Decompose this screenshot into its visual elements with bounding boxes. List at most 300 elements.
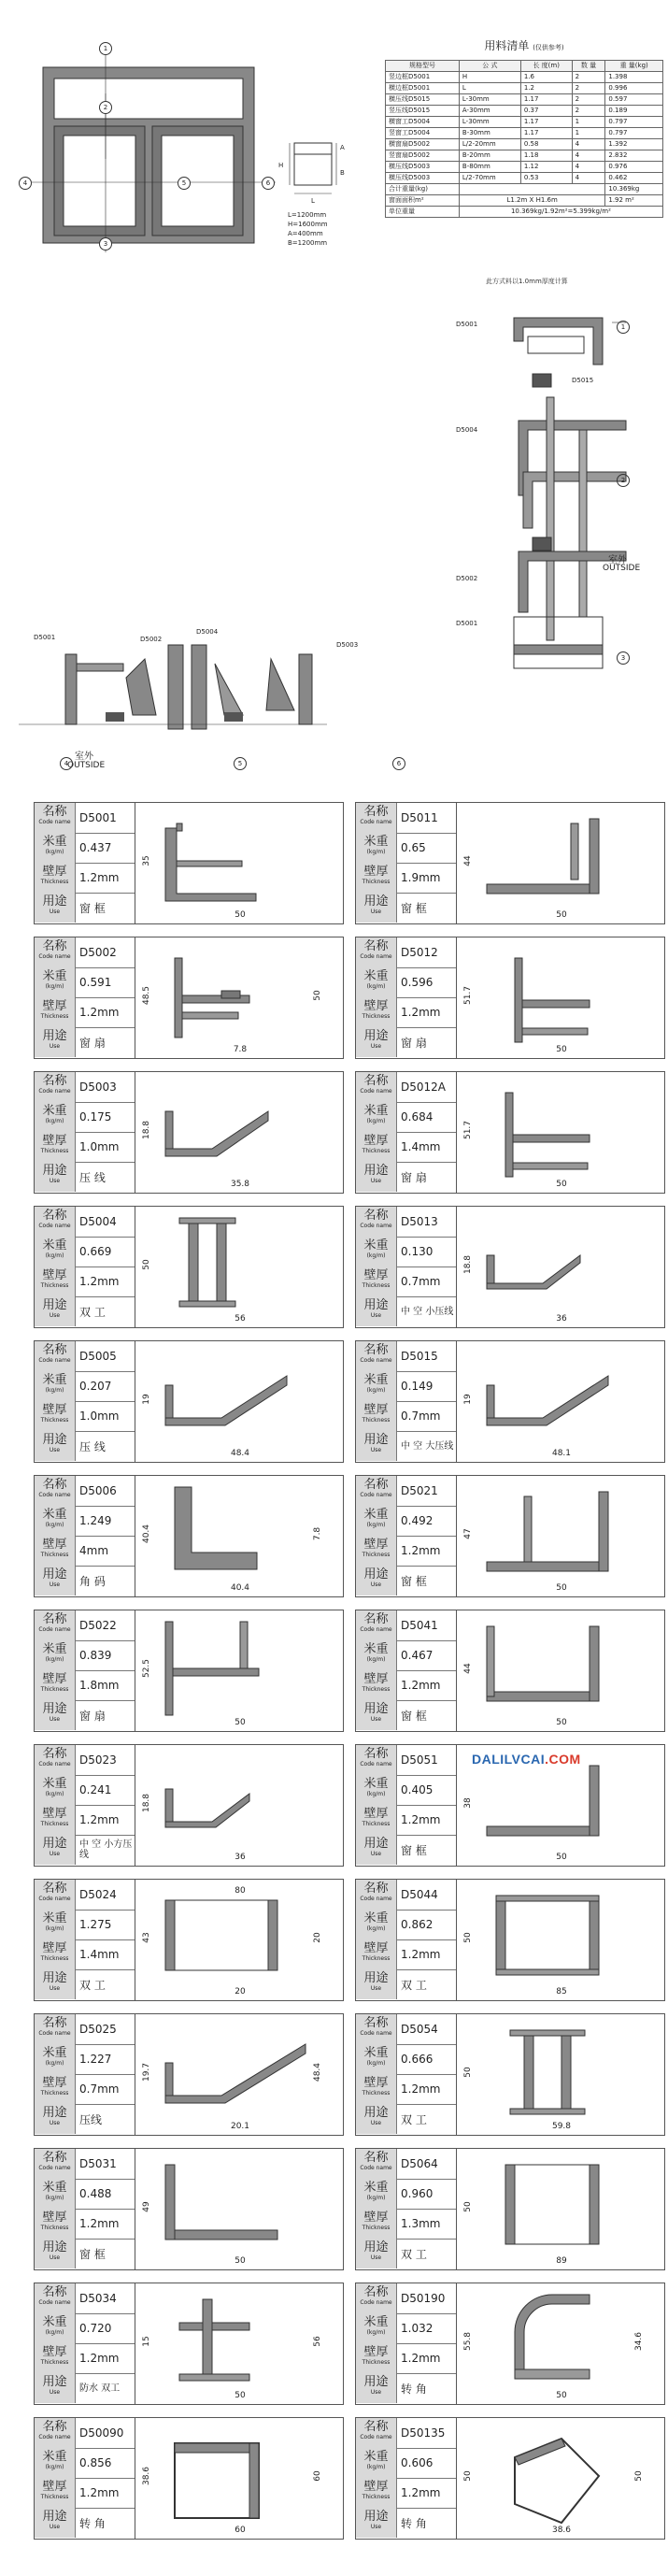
dimension-label: 50 [634,2470,644,2482]
spec-row-weight [35,2448,135,2479]
spec-label-cn: 名称 [363,2420,389,2434]
spec-row-use [35,2508,135,2538]
spec-label [35,1670,76,1700]
spec-row-weight [35,1237,135,1267]
spec-label [35,1207,76,1237]
spec-label-en: Use [370,1043,382,1050]
spec-label-cn: 壁厚 [42,999,67,1013]
spec-label [356,1775,397,1805]
spec-label [356,1506,397,1536]
spec-label-cn: 用途 [363,1837,389,1851]
profile-cross-section-drawing [459,2285,662,2402]
spec-row-code [356,803,456,834]
material-cell: 2 [572,106,605,117]
spec-label [356,2283,397,2313]
profile-cross-section-drawing [459,1612,662,1729]
summary-label: 单位重量 [386,207,460,218]
spec-label [35,2343,76,2373]
spec-label-cn: 用途 [42,894,67,909]
spec-value-weight: 0.684 [401,1110,433,1123]
spec-label-cn: 米重 [42,1642,67,1656]
spec-label [35,2209,76,2239]
spec-label [356,2343,397,2373]
marker-2: 2 [99,101,112,114]
spec-value-code: D5004 [79,1215,117,1228]
spec-value-use: 转 角 [79,2516,106,2530]
material-cell: 1 [572,117,605,128]
spec-label-en: Use [370,2120,382,2126]
profile-cross-section-drawing [137,2285,341,2402]
spec-value-weight: 0.606 [401,2456,433,2469]
material-row [386,106,663,117]
spec-label [35,1536,76,1566]
spec-label [35,2508,76,2538]
header-drawings [0,0,668,799]
material-cell: B-20mm [459,150,520,162]
spec-row-use [35,1431,135,1461]
spec-label-en: Code name [38,2030,71,2037]
spec-label-cn: 壁厚 [42,1134,67,1148]
spec-label-en: Code name [38,1492,71,1498]
spec-label-en: Thickness [40,1686,69,1693]
spec-label-cn: 用途 [363,1029,389,1043]
spec-label-en: Use [49,1581,61,1588]
profile-card [34,1610,344,1732]
spec-value-weight: 0.207 [79,1380,112,1393]
spec-label-cn: 用途 [42,1433,67,1447]
spec-label-en: Code name [38,1088,71,1095]
spec-label-cn: 米重 [363,835,389,849]
spec-value-code: D5015 [401,1350,438,1363]
spec-label-cn: 壁厚 [42,1941,67,1955]
spec-label-en: Thickness [362,2359,391,2366]
material-cell: L [459,83,520,94]
summary-value: 10.369kg [605,184,663,195]
spec-label [356,1267,397,1296]
spec-row-use [356,1566,456,1596]
spec-row-use [356,2508,456,2538]
spec-label [35,1610,76,1640]
vsec-label-d5002: D5002 [456,575,478,582]
dimension-label: 50 [235,2391,246,2400]
material-cell: 2 [572,94,605,106]
spec-row-weight [356,1506,456,1537]
spec-value-use: 中 空 大压线 [401,1440,454,1452]
spec-label-cn: 壁厚 [42,2211,67,2225]
spec-row-code [35,1341,135,1372]
dimension-label: 38 [463,1797,473,1809]
marker-1: 1 [99,42,112,55]
spec-row-use [356,1700,456,1730]
spec-row-use [35,2239,135,2268]
spec-row-thickness [35,1536,135,1567]
spec-label-en: Use [370,2389,382,2396]
spec-value-weight: 0.856 [79,2456,112,2469]
spec-value-use: 双 工 [401,1978,427,1992]
vsec-marker-3: 3 [617,651,630,665]
spec-row-code [35,2283,135,2314]
spec-row-code [35,1745,135,1776]
material-header-cell: 重 量(kg) [605,61,663,72]
spec-row-thickness [356,1401,456,1432]
spec-label-cn: 名称 [42,2151,67,2165]
hsec-marker-6: 6 [392,757,405,770]
spec-label-en: (kg/m) [45,1522,64,1528]
spec-label-en: Use [370,909,382,915]
spec-label [356,893,397,923]
spec-label-en: Use [49,1043,61,1050]
spec-label [356,1805,397,1835]
spec-label-cn: 壁厚 [363,2076,389,2090]
spec-label-en: Use [370,1447,382,1453]
spec-label [356,863,397,893]
dimension-label: 51.7 [463,1120,473,1140]
spec-label [35,2478,76,2508]
spec-value-thickness: 1.2mm [401,2082,441,2096]
profile-cross-section-drawing [459,805,662,922]
spec-value-thickness: 1.2mm [401,1948,441,1961]
dimension-label: 49 [142,2201,151,2212]
material-cell: 横窗工D5004 [386,117,460,128]
spec-row-thickness [35,1132,135,1163]
spec-label-en: Code name [360,1761,392,1767]
spec-label-en: (kg/m) [366,2329,386,2336]
spec-value-use: 双 工 [79,1978,106,1992]
profile-card [355,1610,665,1732]
spec-label-en: Code name [38,1626,71,1633]
spec-label [356,2418,397,2448]
dimension-label: 35.8 [230,1180,250,1189]
spec-row-thickness [356,1267,456,1297]
profile-cross-section-drawing [459,1343,662,1460]
spec-row-thickness [356,2343,456,2374]
profile-card [355,2148,665,2270]
spec-row-use [356,1162,456,1192]
spec-row-code [35,1610,135,1641]
dimension-label: 20 [313,1932,322,1943]
spec-label [35,1102,76,1132]
spec-label-en: (kg/m) [45,1252,64,1259]
spec-label-cn: 米重 [363,2046,389,2060]
material-cell: 0.597 [605,94,663,106]
material-cell: 1.17 [520,94,572,106]
spec-label [356,833,397,863]
vsec-marker-2: 2 [617,474,630,487]
spec-label [35,937,76,967]
spec-label-en: Thickness [362,1686,391,1693]
spec-value-thickness: 1.2mm [79,1275,120,1288]
spec-label-en: Thickness [40,1552,69,1558]
spec-label-cn: 名称 [42,1478,67,1492]
spec-label-en: (kg/m) [45,2329,64,2336]
spec-value-use: 中 空 小压线 [401,1306,454,1317]
spec-label-cn: 用途 [363,2240,389,2254]
spec-label-cn: 米重 [363,1238,389,1252]
spec-row-thickness [356,997,456,1028]
spec-label-cn: 壁厚 [42,1538,67,1552]
spec-label [356,1341,397,1371]
dimension-label: 35 [142,855,151,866]
spec-label-cn: 名称 [42,2285,67,2299]
spec-value-code: D5044 [401,1888,438,1901]
spec-value-use: 转 角 [401,2382,427,2396]
spec-label [356,2239,397,2268]
spec-value-thickness: 0.7mm [401,1410,441,1423]
spec-label-cn: 壁厚 [363,1268,389,1282]
material-cell: 横压线D5015 [386,94,460,106]
spec-label-cn: 壁厚 [363,1538,389,1552]
spec-value-code: D5002 [79,946,117,959]
material-cell: 2 [572,83,605,94]
spec-label [356,1939,397,1969]
spec-label-cn: 用途 [363,1298,389,1312]
hsec-label-d5004: D5004 [196,628,219,636]
profile-cross-section-drawing [137,1612,341,1729]
spec-label-en: Use [49,2120,61,2126]
spec-value-weight: 0.596 [401,976,433,989]
material-cell: L-30mm [459,117,520,128]
spec-label-en: (kg/m) [366,1118,386,1124]
spec-value-weight: 0.960 [401,2187,433,2200]
spec-label [35,1805,76,1835]
material-list-table [385,60,663,218]
spec-value-thickness: 1.4mm [79,1948,120,1961]
profile-spec-table [35,1476,135,1596]
spec-label-en: (kg/m) [45,849,64,855]
spec-label [356,1296,397,1326]
spec-value-use: 窗 框 [401,1843,427,1857]
spec-row-weight [35,2179,135,2210]
spec-label-en: Use [370,2524,382,2530]
profile-spec-table [356,1341,457,1462]
spec-label-cn: 壁厚 [42,1672,67,1686]
spec-label-en: Thickness [362,1148,391,1154]
spec-label [35,1162,76,1192]
spec-value-code: D5054 [401,2023,438,2036]
spec-value-code: D5041 [401,1619,438,1632]
spec-value-code: D5006 [79,1484,117,1497]
hsec-label-d5001: D5001 [34,634,56,641]
spec-row-weight [356,1102,456,1133]
spec-value-use: 窗 扇 [401,1170,427,1184]
spec-label-en: Code name [360,1492,392,1498]
material-cell: 竖边框D5001 [386,72,460,83]
dimension-label: 50 [463,1932,473,1943]
spec-row-code [356,2418,456,2449]
profile-card [355,802,665,924]
hsec-label-d5002: D5002 [140,636,163,643]
spec-label [356,2014,397,2044]
spec-label-en: Thickness [40,1282,69,1289]
profile-cross-section-drawing [137,939,341,1056]
spec-row-thickness [356,1670,456,1701]
spec-label-en: Use [370,1716,382,1723]
spec-label-en: (kg/m) [366,1252,386,1259]
dimension-label: 34.6 [634,2331,644,2352]
spec-label-en: (kg/m) [45,1656,64,1663]
spec-label-cn: 用途 [42,1567,67,1581]
spec-row-weight [35,1506,135,1537]
profile-spec-table [356,1476,457,1596]
spec-label-en: (kg/m) [366,1791,386,1797]
profile-spec-table [356,1880,457,2000]
hsec-label-d5003: D5003 [336,641,359,649]
profile-spec-table [35,937,135,1058]
profile-spec-table [35,2014,135,2135]
spec-label [35,2239,76,2268]
spec-label-en: Use [370,1581,382,1588]
spec-row-thickness [35,863,135,894]
spec-label-cn: 名称 [42,1747,67,1761]
spec-label [35,1431,76,1461]
material-row [386,162,663,173]
spec-label-cn: 壁厚 [363,2345,389,2359]
material-cell: 1 [572,128,605,139]
spec-label [35,1880,76,1910]
spec-row-code [356,1072,456,1103]
spec-label-cn: 名称 [363,1074,389,1088]
spec-label-cn: 用途 [42,1164,67,1178]
spec-label-en: Thickness [40,879,69,885]
spec-label-en: Code name [38,1357,71,1364]
spec-row-use [35,1835,135,1865]
dimension-label: 40.4 [230,1583,250,1593]
marker-6: 6 [262,177,275,190]
profile-card [355,1206,665,1328]
material-cell: 横压线D5003 [386,173,460,184]
spec-label [35,997,76,1027]
spec-label [356,1536,397,1566]
spec-label [356,2478,397,2508]
dimension-label: 52.5 [142,1658,151,1679]
spec-label [35,1267,76,1296]
profile-spec-table [356,937,457,1058]
spec-value-code: D5005 [79,1350,117,1363]
watermark-logo: DALILVCAI.COM [472,1752,581,1767]
spec-label-en: (kg/m) [45,983,64,990]
spec-value-thickness: 1.0mm [79,1140,120,1153]
spec-label-cn: 名称 [363,1478,389,1492]
spec-row-code [356,1610,456,1641]
spec-label-en: Thickness [40,2225,69,2231]
profile-card [34,1340,344,1463]
spec-row-use [356,1027,456,1057]
hsec-outside-cn: 室外 [75,751,93,762]
spec-label-en: Code name [360,2299,392,2306]
spec-label-cn: 米重 [363,1642,389,1656]
spec-label [356,1700,397,1730]
spec-label-en: Use [370,2254,382,2261]
spec-value-code: D50090 [79,2426,124,2440]
spec-label [35,1566,76,1596]
profile-cross-section-drawing [137,1747,341,1864]
spec-value-use: 窗 框 [79,901,106,915]
spec-label-cn: 米重 [42,1911,67,1925]
summary-label: 窗面面积m² [386,195,460,207]
summary-formula: 10.369kg/1.92m²=5.399kg/m² [459,207,662,218]
profile-card [34,1744,344,1867]
dimension-label: 19.7 [142,2062,151,2082]
spec-label-cn: 米重 [42,2315,67,2329]
spec-label [35,1835,76,1865]
spec-row-thickness [35,2478,135,2509]
spec-label-en: (kg/m) [366,1522,386,1528]
spec-label [35,1296,76,1326]
spec-label-cn: 米重 [42,2181,67,2195]
profile-card [355,1475,665,1597]
spec-label-en: Use [370,1178,382,1184]
profile-spec-table [356,2149,457,2269]
profile-card [34,2013,344,2136]
vsec-outside-en: OUTSIDE [603,564,641,573]
spec-label-cn: 米重 [42,2450,67,2464]
vsec-label-d5015: D5015 [572,377,594,384]
spec-value-thickness: 1.3mm [401,2217,441,2230]
spec-label-cn: 壁厚 [363,1941,389,1955]
spec-label [35,2448,76,2478]
spec-label-en: (kg/m) [45,1791,64,1797]
profile-card [355,937,665,1059]
spec-value-thickness: 1.2mm [401,2352,441,2365]
spec-row-use [35,1969,135,1999]
dimension-label: 18.8 [463,1254,473,1275]
spec-value-code: D5012A [401,1080,446,1094]
profile-cross-section-drawing [137,1209,341,1325]
profile-card [34,1879,344,2001]
material-cell: 0.996 [605,83,663,94]
spec-label-cn: 名称 [42,805,67,819]
spec-row-code [35,1072,135,1103]
spec-value-thickness: 1.2mm [79,2486,120,2499]
dimension-label: 60 [313,2470,322,2482]
spec-label-cn: 米重 [363,969,389,983]
spec-label-cn: 壁厚 [363,2211,389,2225]
spec-row-code [356,1745,456,1776]
spec-label [356,1027,397,1057]
spec-label-cn: 名称 [42,2016,67,2030]
profile-card [355,1340,665,1463]
spec-label-cn: 米重 [363,1777,389,1791]
spec-label-cn: 用途 [42,1971,67,1985]
spec-label-en: Use [370,1312,382,1319]
spec-label-cn: 名称 [42,1209,67,1223]
spec-label-cn: 用途 [42,1702,67,1716]
dimension-label: 48.4 [230,1449,250,1458]
spec-value-weight: 0.437 [79,841,112,854]
material-cell: 0.53 [520,173,572,184]
spec-label [35,2313,76,2343]
spec-label-en: Code name [38,819,71,825]
spec-value-weight: 0.862 [401,1918,433,1931]
spec-row-code [35,2014,135,2045]
profile-cross-section-drawing [137,2151,341,2268]
marker-4: 4 [19,177,32,190]
profile-spec-table [356,2418,457,2539]
spec-label [35,2283,76,2313]
spec-value-weight: 0.130 [401,1245,433,1258]
spec-label-cn: 用途 [363,2375,389,2389]
spec-value-weight: 0.65 [401,841,426,854]
spec-label-cn: 用途 [363,1164,389,1178]
profile-cross-section-drawing [137,2420,341,2537]
profile-spec-table [35,1745,135,1866]
profile-cross-section-drawing [137,1343,341,1460]
dimension-label: 50 [142,1259,151,1270]
marker-3: 3 [99,237,112,250]
spec-label-cn: 米重 [42,1104,67,1118]
spec-value-thickness: 1.4mm [401,1140,441,1153]
material-row [386,72,663,83]
